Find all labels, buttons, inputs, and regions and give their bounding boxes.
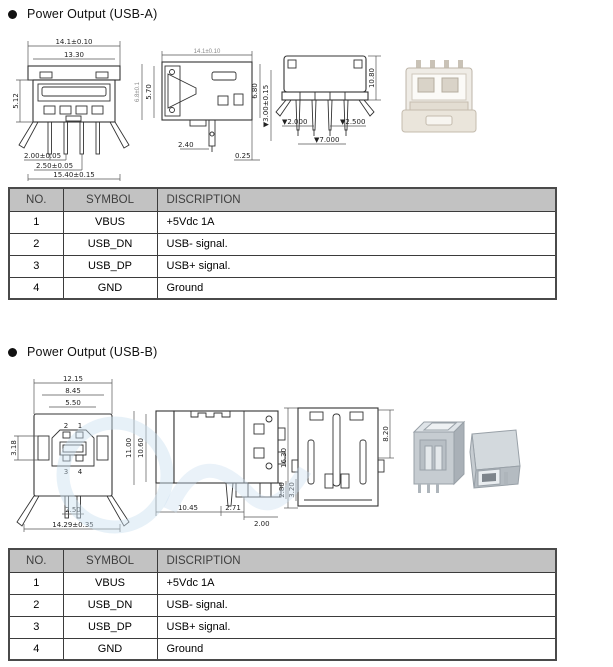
cell-discription: +5Vdc 1A <box>157 572 556 594</box>
pin-number-label: 2 <box>63 422 69 430</box>
cell-symbol: USB_DP <box>63 255 157 277</box>
dimension-label: 5.70 <box>145 84 153 100</box>
usb-a-pin-table <box>8 187 557 300</box>
col-header-discription: DISCRIPTION <box>157 549 556 572</box>
dimension-label: 6.80 <box>251 83 259 99</box>
section-title-usb-a <box>8 7 157 21</box>
cell-discription: USB+ signal. <box>157 255 556 277</box>
cell-symbol: USB_DN <box>63 594 157 616</box>
cell-discription: +5Vdc 1A <box>157 211 556 233</box>
cell-no: 2 <box>9 594 63 616</box>
dimension-label: 2.00±0.05 <box>24 152 62 160</box>
cell-discription: USB- signal. <box>157 233 556 255</box>
pin-number-label: 3 <box>63 468 69 476</box>
usb-b-front-drawing <box>10 374 132 536</box>
table-row <box>9 616 556 638</box>
dimension-label: 2.00 <box>254 520 270 528</box>
section-title-text: Power Output (USB-A) <box>27 7 158 21</box>
usb-b-connector-photo <box>400 410 530 500</box>
cell-symbol: USB_DP <box>63 616 157 638</box>
cell-no: 4 <box>9 277 63 299</box>
dimension-label: 16.30 <box>280 447 288 469</box>
cell-symbol: VBUS <box>63 572 157 594</box>
section-title-text: Power Output (USB-B) <box>27 345 158 359</box>
dimension-label: 2.50 <box>65 506 81 514</box>
dimension-label: 3.18 <box>10 440 18 456</box>
dimension-label: 2.71 <box>225 504 241 512</box>
dimension-label: 10.45 <box>177 504 199 512</box>
cell-symbol: GND <box>63 277 157 299</box>
dimension-label: 10.60 <box>137 437 145 459</box>
cell-no: 1 <box>9 211 63 233</box>
usb-b-pin-table <box>8 548 557 661</box>
dimension-label: 5.50 <box>65 399 81 407</box>
cell-symbol: USB_DN <box>63 233 157 255</box>
table-header-row <box>9 549 556 572</box>
dimension-label: 3.20 <box>288 482 296 498</box>
cell-no: 2 <box>9 233 63 255</box>
cell-discription: USB+ signal. <box>157 616 556 638</box>
section-title-usb-b <box>8 345 157 359</box>
dimension-label: ▼2.500 <box>340 118 366 126</box>
dimension-label: 11.00 <box>125 437 133 459</box>
col-header-symbol: SYMBOL <box>63 549 157 572</box>
usb-a-front-drawing <box>10 36 138 182</box>
dimension-label: 15.40±0.15 <box>53 171 95 179</box>
col-header-no: NO. <box>9 549 63 572</box>
table-row <box>9 233 556 255</box>
dimension-label: 8.45 <box>65 387 81 395</box>
cell-discription: Ground <box>157 277 556 299</box>
pin-number-label: 1 <box>77 422 83 430</box>
cell-no: 3 <box>9 255 63 277</box>
bullet-icon <box>8 10 17 19</box>
pin-number-label: 4 <box>77 468 83 476</box>
dimension-label: ▼2.000 <box>282 118 308 126</box>
col-header-discription: DISCRIPTION <box>157 188 556 211</box>
dimension-label: 2.40 <box>178 141 194 149</box>
cell-discription: Ground <box>157 638 556 660</box>
table-header-row <box>9 188 556 211</box>
dimension-label: 10.80 <box>368 67 376 89</box>
usb-a-side-drawing <box>134 46 278 170</box>
cell-discription: USB- signal. <box>157 594 556 616</box>
dimension-label: 8.20 <box>382 426 390 442</box>
table-row <box>9 638 556 660</box>
dimension-label: 6.8±0.1 <box>135 82 141 102</box>
cell-no: 4 <box>9 638 63 660</box>
col-header-symbol: SYMBOL <box>63 188 157 211</box>
dimension-label: 12.15 <box>62 375 84 383</box>
dimension-label: 13.30 <box>63 51 85 59</box>
table-row <box>9 211 556 233</box>
dimension-label: 0.25 <box>235 152 251 160</box>
col-header-no: NO. <box>9 188 63 211</box>
dimension-label: 14.29±0.35 <box>52 521 94 529</box>
table-row <box>9 594 556 616</box>
usb-b-rear-drawing <box>278 402 402 516</box>
table-row <box>9 255 556 277</box>
dimension-label: 14.1±0.10 <box>55 38 93 46</box>
dimension-label: 2.50±0.05 <box>36 162 74 170</box>
cell-symbol: VBUS <box>63 211 157 233</box>
usb-a-connector-photo <box>396 58 484 138</box>
bullet-icon <box>8 348 17 357</box>
cell-symbol: GND <box>63 638 157 660</box>
table-row <box>9 277 556 299</box>
dimension-label: 14.1±0.10 <box>193 49 221 55</box>
cell-no: 1 <box>9 572 63 594</box>
dimension-label: 5.12 <box>12 93 20 109</box>
cell-no: 3 <box>9 616 63 638</box>
dimension-label: ▼7.000 <box>314 136 340 144</box>
dimension-label: 2.80 <box>278 482 286 498</box>
table-row <box>9 572 556 594</box>
dimension-label: ▼3.00±0.15 <box>262 84 270 128</box>
usb-a-rear-drawing <box>270 48 394 160</box>
